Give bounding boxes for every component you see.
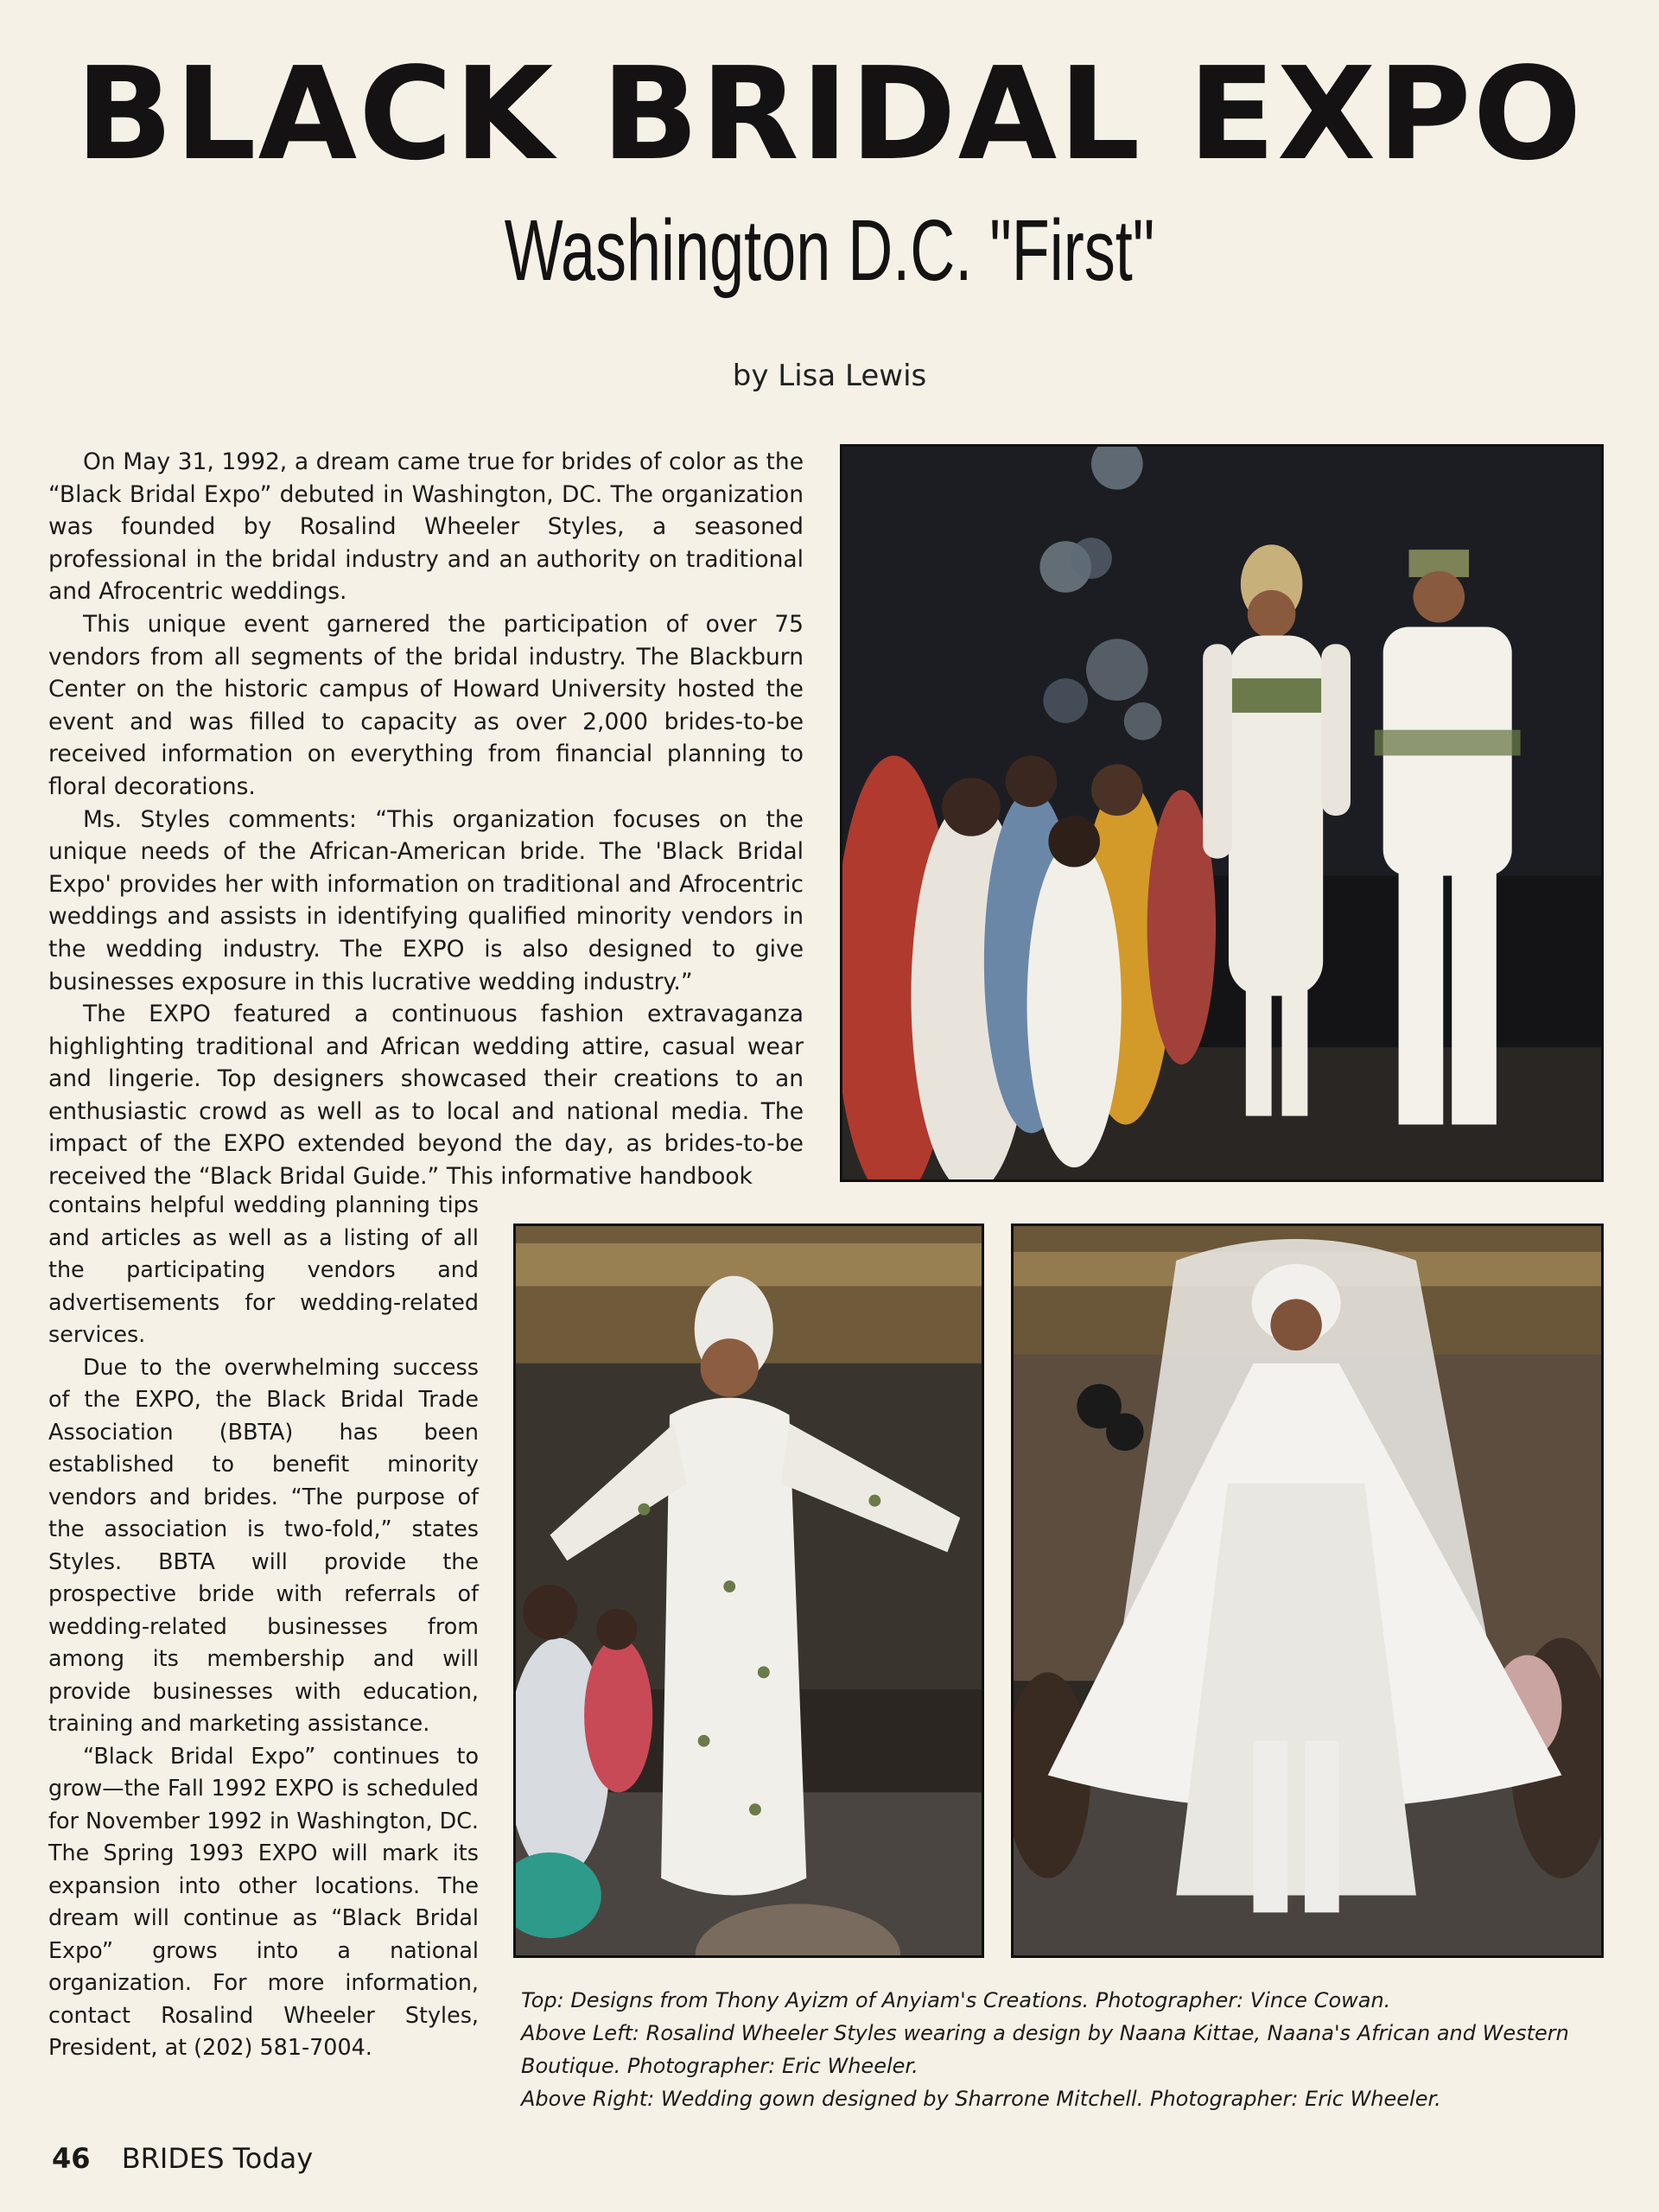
paragraph: On May 31, 1992, a dream came true for brides of color as the “Black Bridal Expo” debuted in Washington, DC. The organization was founded by Rosalind Wheeler Styles, a seasoned professional in the bridal industry and an authority on traditional and Afrocentric weddings. bbox=[48, 448, 804, 606]
publication-name: BRIDES Today bbox=[121, 2142, 314, 2175]
page-footer bbox=[52, 2142, 314, 2175]
runway-woman-illustration bbox=[516, 1226, 982, 1955]
photo-caption bbox=[521, 1984, 1610, 2115]
paragraph: “Black Bridal Expo” continues to grow—the Fall 1992 EXPO is scheduled for November 1992 in Washington, DC. The Spring 1993 EXPO will mark its expansion into other locations. The dream will continue as “Black Bridal Expo” grows into a national organization. For more information, contact Rosalind Wheeler Styles, President, at (202) 581-7004. bbox=[48, 1742, 479, 2060]
runway-bridal-gown-photo bbox=[1011, 1224, 1604, 1958]
byline: by Lisa Lewis bbox=[732, 359, 927, 393]
paragraph: Due to the overwhelming success of the EXPO, the Black Bridal Trade Association (BBTA) has been established to benefit minority vendors and brides. “The purpose of the association is two-fold,” states Styles. BBTA will provide the prospective bride with referrals of wedding-related businesses from among its membership and will provide businesses with education, training and marketing assistance. bbox=[48, 1353, 479, 1736]
paragraph: This unique event garnered the participation of over 75 vendors from all segments of the bridal industry. The Blackburn Center on the historic campus of Howard University hosted the event and was filled to capacity as over 2,000 brides-to-be received information on everything from financial planning to floral decorations. bbox=[48, 610, 804, 800]
headline: BLACK BRIDAL EXPO bbox=[75, 40, 1584, 188]
runway-couple-illustration bbox=[842, 447, 1601, 1179]
runway-couple-photo bbox=[840, 444, 1604, 1182]
caption-top: Top: Designs from Thony Ayizm of Anyiam's Creations. Photographer: Vince Cowan. bbox=[521, 1988, 1391, 2012]
paragraph: contains helpful wedding planning tips and articles as well as a listing of all the participating vendors and advertisements for wedding-related services. bbox=[48, 1192, 479, 1347]
caption-above-left: Above Left: Rosalind Wheeler Styles wearing a design by Naana Kittae, Naana's African and Western Boutique. Photographer: Eric Wheeler. bbox=[521, 2021, 1569, 2078]
caption-above-right: Above Right: Wedding gown designed by Sharrone Mitchell. Photographer: Eric Wheeler. bbox=[521, 2087, 1441, 2111]
paragraph: Ms. Styles comments: “This organization focuses on the unique needs of the African-American bride. The 'Black Bridal Expo' provides her with information on traditional and Afrocentric weddings and assists in identifying qualified minority vendors in the wedding industry. The EXPO is also designed to give businesses exposure in this lucrative wedding industry.” bbox=[48, 805, 804, 995]
paragraph: The EXPO featured a continuous fashion extravaganza highlighting traditional and African wedding attire, casual wear and lingerie. Top designers showcased their creations to an enthusiastic crowd as well as to local and national media. The impact of the EXPO extended beyond the day, as brides-to-be received the “Black Bridal Guide.” This informative handbook bbox=[48, 1001, 804, 1191]
subtitle: Washington D.C. "First" bbox=[504, 202, 1155, 299]
page-number: 46 bbox=[52, 2142, 91, 2175]
article-body-top bbox=[48, 446, 804, 1193]
article-body-bottom bbox=[48, 1189, 479, 2064]
runway-woman-white-caftan-photo bbox=[513, 1224, 984, 1958]
bridal-gown-illustration bbox=[1014, 1226, 1601, 1955]
